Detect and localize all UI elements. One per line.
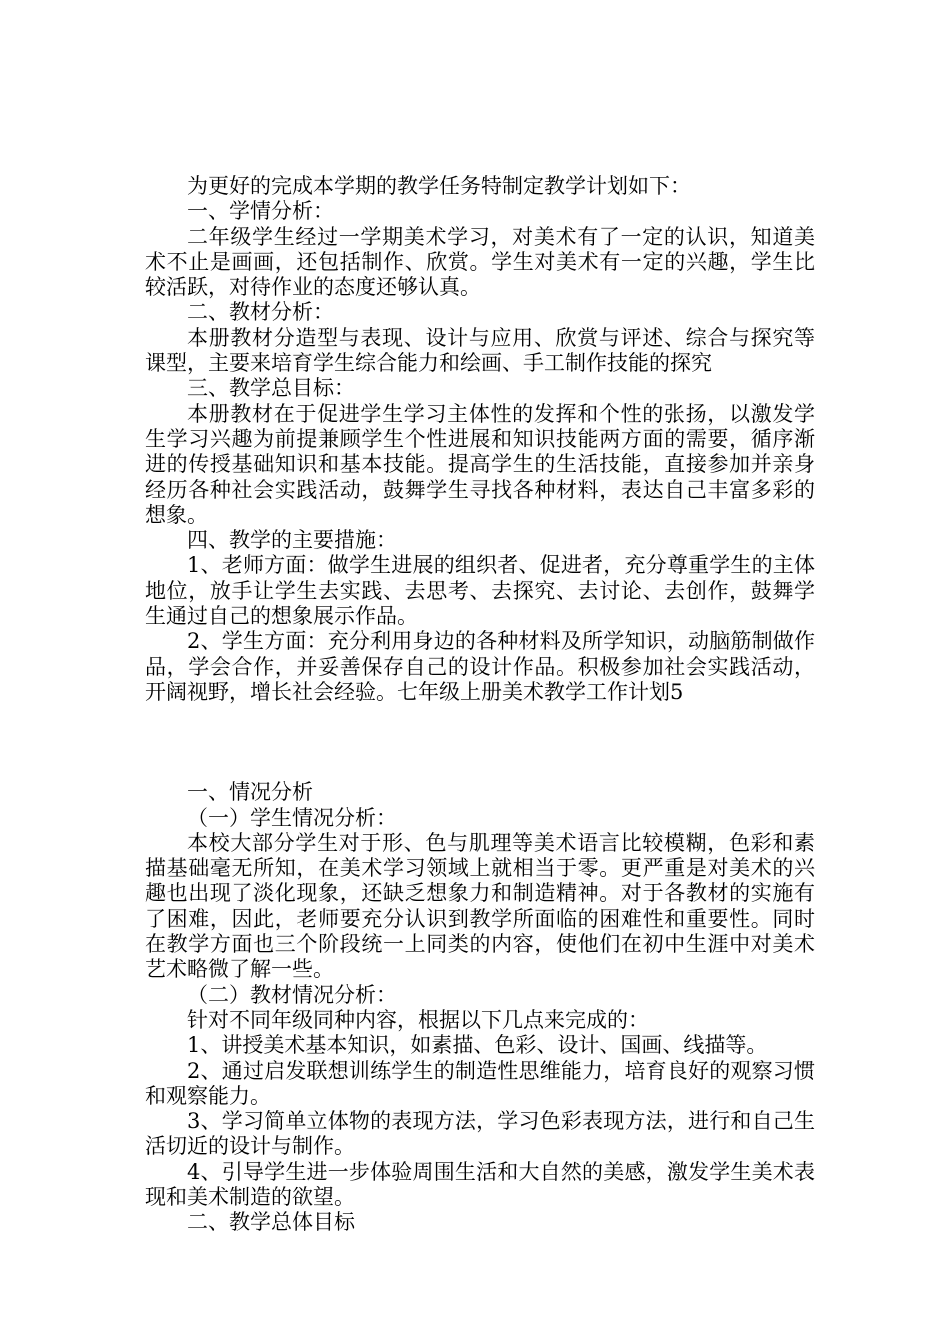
heading-textbook-analysis: 二、教材分析： <box>187 300 334 325</box>
heading-student-analysis: 一、学情分析： <box>187 199 334 224</box>
subheading-student-situation: （一）学生情况分析： <box>187 805 397 830</box>
student-measures-paragraph: 2、学生方面：充分利用身边的各种材料及所学知识，动脑筋制做作品，学会合作，并妥善保存自己的设计作品。积极参加社会实践活动，开阔视野，增长社会经验。七年级上册美术教学工作计划5 <box>145 629 815 704</box>
intro-paragraph: 为更好的完成本学期的教学任务特制定教学计划如下： <box>187 174 691 198</box>
list-item: 3、学习简单立体物的表现方法，学习色彩表现方法，进行和自己生活切近的设计与制作。 <box>145 1109 815 1159</box>
heading-teaching-measures: 四、教学的主要措施： <box>187 528 397 553</box>
heading-situation-analysis: 一、情况分析 <box>187 780 313 805</box>
subheading-textbook-situation: （二）教材情况分析： <box>187 982 397 1007</box>
section-gap <box>145 705 815 780</box>
list-item: 1、讲授美术基本知识，如素描、色彩、设计、国画、线描等。 <box>187 1033 768 1058</box>
heading-overall-goals: 二、教学总体目标 <box>187 1210 355 1235</box>
document-page <box>145 174 815 1236</box>
student-analysis-paragraph: 二年级学生经过一学期美术学习，对美术有了一定的认识，知道美术不止是画画，还包括制作、欣赏。学生对美术有一定的兴趣，学生比较活跃，对待作业的态度还够认真。 <box>145 224 815 300</box>
section-plan-part1 <box>145 174 815 705</box>
teaching-goals-paragraph: 本册教材在于促进学生学习主体性的发挥和个性的张扬，以激发学生学习兴趣为前提兼顾学生个性进展和知识技能两方面的需要，循序渐进的传授基础知识和基本技能。提高学生的生活技能，直接参加并亲身经历各种社会实践活动，鼓舞学生寻找各种材料，表达自己丰富多彩的想象。 <box>145 401 815 527</box>
textbook-situation-intro: 针对不同年级同种内容，根据以下几点来完成的： <box>187 1007 649 1032</box>
teacher-measures-paragraph: 1、老师方面：做学生进展的组织者、促进者，充分尊重学生的主体地位，放手让学生去实践、去思考、去探究、去讨论、去创作，鼓舞学生通过自己的想象展示作品。 <box>145 553 815 629</box>
list-item: 2、通过启发联想训练学生的制造性思维能力，培育良好的观察习惯和观察能力。 <box>145 1058 815 1108</box>
student-situation-paragraph: 本校大部分学生对于形、色与肌理等美术语言比较模糊，色彩和素描基础毫无所知，在美术学习领域上就相当于零。更严重是对美术的兴趣也出现了淡化现象，还缺乏想象力和制造精神。对于各教材的实施有了困难，因此，老师要充分认识到教学所面临的困难性和重要性。同时在教学方面也三个阶段统一上同类的内容，使他们在初中生涯中对美术艺术略微了解一些。 <box>145 830 815 982</box>
heading-teaching-goals: 三、教学总目标： <box>187 376 355 401</box>
list-item: 4、引导学生进一步体验周围生活和大自然的美感，激发学生美术表现和美术制造的欲望。 <box>145 1159 815 1209</box>
textbook-analysis-paragraph: 本册教材分造型与表现、设计与应用、欣赏与评述、综合与探究等课型，主要来培育学生综合能力和绘画、手工制作技能的探究 <box>145 325 815 376</box>
section-plan-part2 <box>145 780 815 1235</box>
